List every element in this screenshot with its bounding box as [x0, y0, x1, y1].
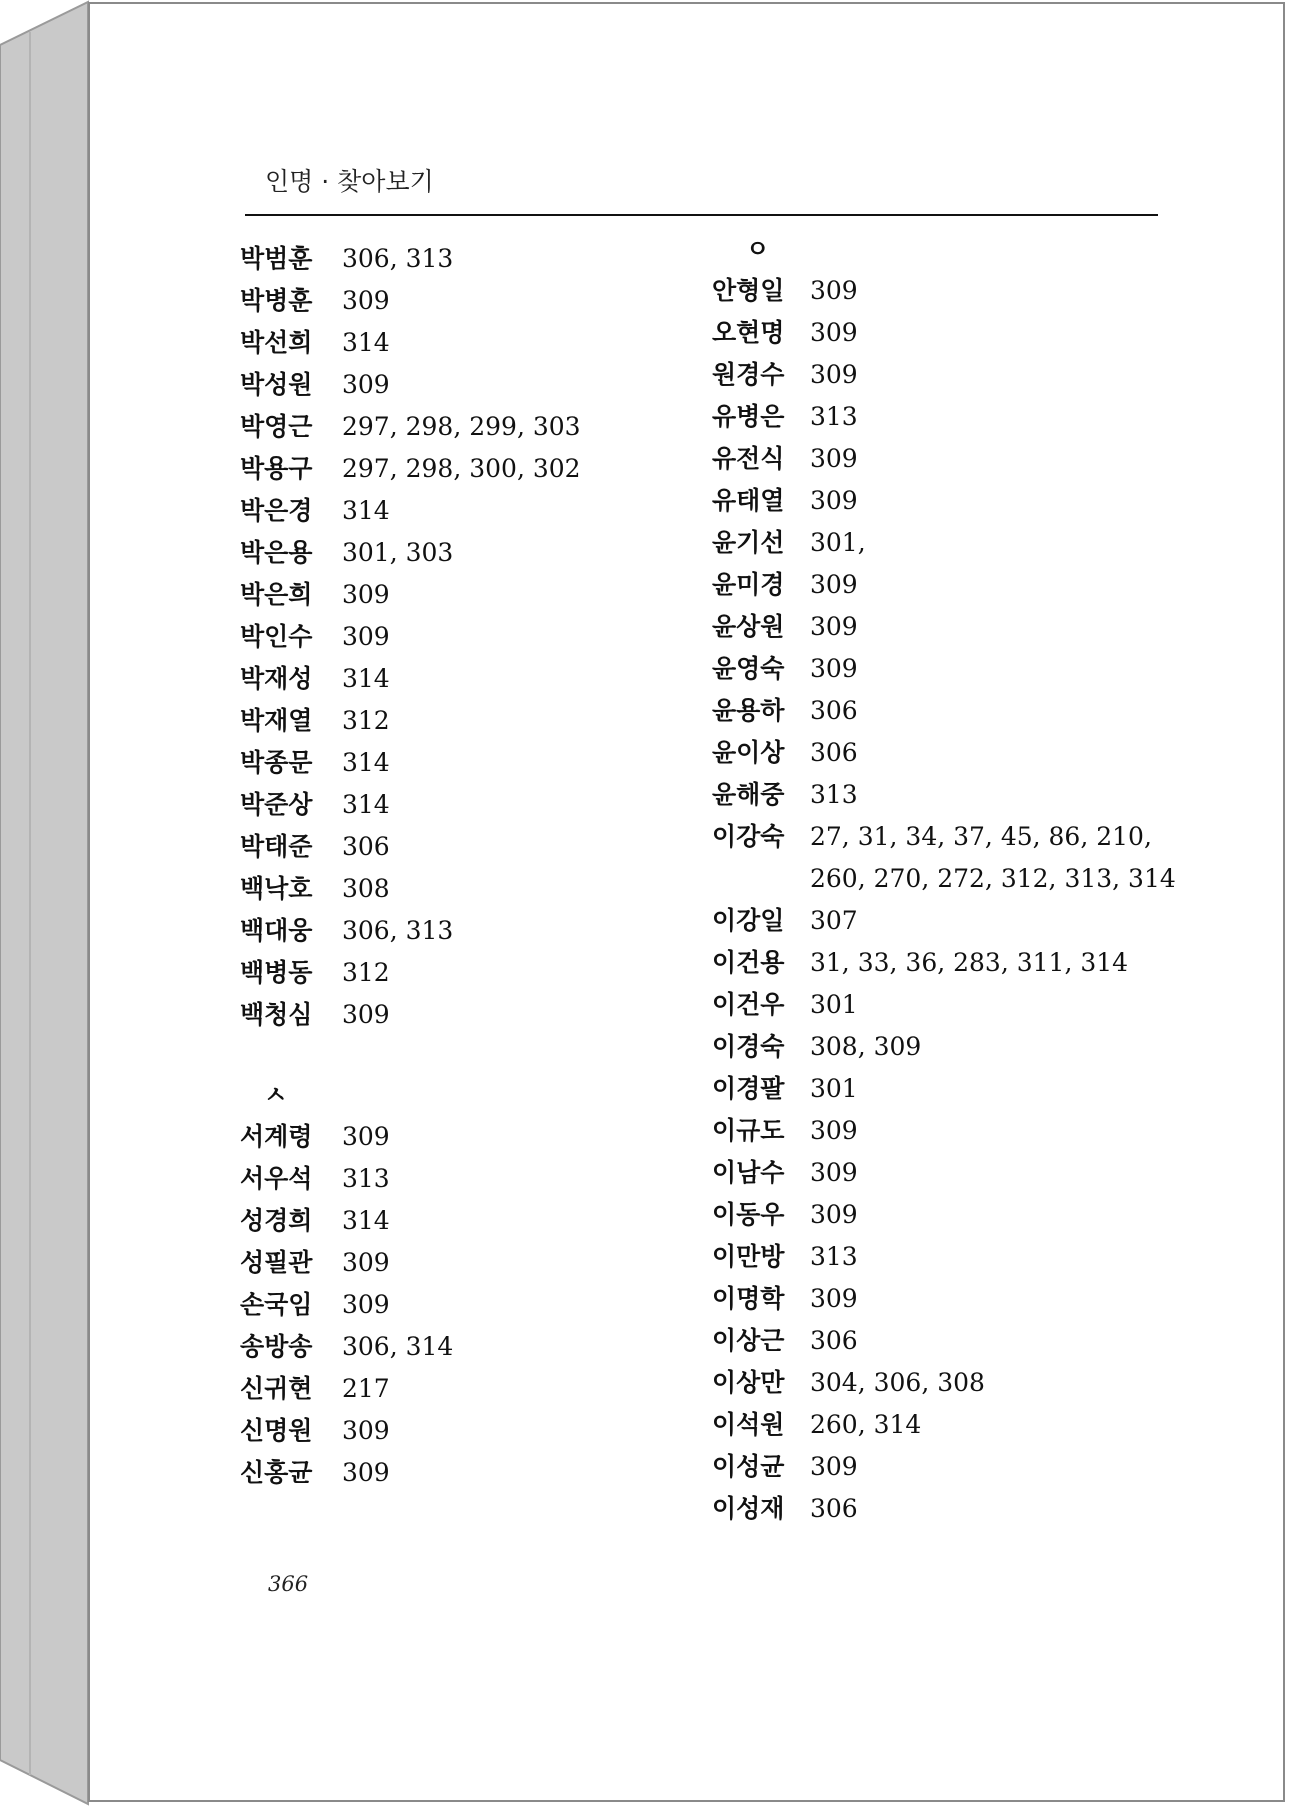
- index-entry: [712, 480, 1176, 522]
- entry-pages: 313: [342, 1164, 390, 1193]
- index-entry: [240, 1368, 581, 1410]
- entry-name: 박은희: [240, 580, 313, 609]
- entry-continuation: 260, 270, 272, 312, 313, 314: [810, 864, 1176, 893]
- entry-pages: 309: [810, 1158, 858, 1187]
- page-header: 인명 · 찾아보기: [265, 167, 434, 196]
- entry-pages: 309: [810, 570, 858, 599]
- entry-name: 박재성: [240, 664, 313, 693]
- entry-name: 이만방: [712, 1242, 785, 1271]
- entry-pages: 306, 313: [342, 916, 454, 945]
- entry-pages: 31, 33, 36, 283, 311, 314: [810, 948, 1129, 977]
- entry-name: 박범훈: [240, 244, 313, 273]
- entry-name: 서계령: [240, 1122, 313, 1151]
- entry-name: 안형일: [712, 276, 785, 305]
- entry-name: 박용구: [240, 454, 313, 483]
- index-entry: [240, 616, 581, 658]
- entry-pages: 301,: [810, 528, 866, 557]
- index-entry: [712, 1362, 1176, 1404]
- entry-name: 박태준: [240, 832, 313, 861]
- index-column-right: [712, 228, 1176, 1530]
- index-entry: [712, 1404, 1176, 1446]
- index-entry: [712, 942, 1176, 984]
- index-entry: [240, 280, 581, 322]
- entry-name: 백낙호: [240, 874, 313, 903]
- entry-name: 윤용하: [712, 696, 785, 725]
- entry-name: 박선희: [240, 328, 313, 357]
- entry-name: 이성재: [712, 1494, 785, 1523]
- entry-pages: 314: [342, 748, 390, 777]
- index-entry: [240, 742, 581, 784]
- index-entry: [712, 396, 1176, 438]
- entry-pages: 306: [810, 1494, 858, 1523]
- entry-pages: 309: [810, 1200, 858, 1229]
- entry-name: 박재열: [240, 706, 313, 735]
- page-number: 366: [268, 1572, 309, 1596]
- index-entry: [240, 1284, 581, 1326]
- entry-group: [240, 1116, 581, 1494]
- entry-name: 윤이상: [712, 738, 785, 767]
- entry-name: 유전식: [712, 444, 785, 473]
- entry-pages: 309: [342, 1458, 390, 1487]
- header-rule: [245, 214, 1158, 216]
- entry-pages: 309: [810, 318, 858, 347]
- entry-name: 송방송: [240, 1332, 313, 1361]
- entry-pages: 312: [342, 706, 390, 735]
- entry-name: 박병훈: [240, 286, 313, 315]
- index-entry: [712, 732, 1176, 774]
- entry-name: 이건우: [712, 990, 785, 1019]
- index-entry: [240, 448, 581, 490]
- entry-name: 박준상: [240, 790, 313, 819]
- index-entry: [240, 1410, 581, 1452]
- entry-name: 박종문: [240, 748, 313, 777]
- entry-name: 윤상원: [712, 612, 785, 641]
- entry-pages: 297, 298, 299, 303: [342, 412, 581, 441]
- entry-pages: 217: [342, 1374, 390, 1403]
- entry-pages: 301: [810, 990, 858, 1019]
- index-entry: [240, 490, 581, 532]
- index-entry: [712, 1320, 1176, 1362]
- index-entry: [712, 1110, 1176, 1152]
- index-column-left: [240, 238, 581, 1494]
- entry-pages: 309: [810, 360, 858, 389]
- index-entry: [712, 984, 1176, 1026]
- index-entry: [240, 952, 581, 994]
- entry-pages: 306: [810, 1326, 858, 1355]
- index-entry: [240, 826, 581, 868]
- index-entry: [712, 1278, 1176, 1320]
- entry-name: 이규도: [712, 1116, 785, 1145]
- entry-name: 신홍균: [240, 1458, 313, 1487]
- index-entry: [712, 1152, 1176, 1194]
- entry-pages: 309: [342, 1000, 390, 1029]
- section-letter: ㅅ: [264, 1081, 288, 1109]
- entry-pages: 27, 31, 34, 37, 45, 86, 210,: [810, 822, 1152, 851]
- entry-pages: 308, 309: [810, 1032, 922, 1061]
- entry-pages: 309: [342, 622, 390, 651]
- entry-name: 박은경: [240, 496, 313, 525]
- entry-pages: 314: [342, 1206, 390, 1235]
- entry-pages: 309: [810, 1116, 858, 1145]
- entry-name: 이동우: [712, 1200, 785, 1229]
- entry-name: 오현명: [712, 318, 785, 347]
- entry-name: 이상근: [712, 1326, 785, 1355]
- entry-name: 박인수: [240, 622, 313, 651]
- entry-group: [712, 270, 1176, 858]
- entry-pages: 309: [342, 1290, 390, 1319]
- index-entry: [712, 1068, 1176, 1110]
- entry-group: [240, 238, 581, 1036]
- entry-name: 윤영숙: [712, 654, 785, 683]
- entry-pages: 309: [342, 286, 390, 315]
- entry-pages: 309: [810, 444, 858, 473]
- entry-name: 박영근: [240, 412, 313, 441]
- section-letter: ㅇ: [746, 235, 770, 263]
- entry-name: 백대웅: [240, 916, 313, 945]
- index-entry: [712, 564, 1176, 606]
- index-entry: [240, 784, 581, 826]
- entry-group: [712, 900, 1176, 1530]
- entry-name: 이상만: [712, 1368, 785, 1397]
- index-entry: [712, 1488, 1176, 1530]
- entry-name: 서우석: [240, 1164, 313, 1193]
- index-entry: [240, 994, 581, 1036]
- entry-pages: 309: [810, 276, 858, 305]
- index-entry: [240, 574, 581, 616]
- index-entry: [712, 312, 1176, 354]
- index-entry: [712, 816, 1176, 858]
- index-entry: [712, 1236, 1176, 1278]
- index-entry: [712, 606, 1176, 648]
- index-entry: [712, 438, 1176, 480]
- entry-name: 이강숙: [712, 822, 785, 851]
- entry-name: 이석원: [712, 1410, 785, 1439]
- entry-pages: 306: [810, 696, 858, 725]
- entry-name: 신귀현: [240, 1374, 313, 1403]
- entry-name: 이건용: [712, 948, 785, 977]
- entry-pages: 309: [342, 1122, 390, 1151]
- index-entry: [712, 270, 1176, 312]
- index-entry: [240, 322, 581, 364]
- entry-pages: 313: [810, 402, 858, 431]
- entry-name: 이경팔: [712, 1074, 785, 1103]
- entry-pages: 297, 298, 300, 302: [342, 454, 581, 483]
- index-entry: [240, 1242, 581, 1284]
- entry-pages: 313: [810, 780, 858, 809]
- entry-name: 손국임: [240, 1290, 313, 1319]
- index-entry: [240, 1200, 581, 1242]
- entry-name: 이명학: [712, 1284, 785, 1313]
- index-entry: [240, 406, 581, 448]
- index-entry: [240, 1158, 581, 1200]
- entry-name: 이성균: [712, 1452, 785, 1481]
- index-entry: [712, 900, 1176, 942]
- entry-name: 백병동: [240, 958, 313, 987]
- index-entry: [240, 364, 581, 406]
- entry-pages: 306, 313: [342, 244, 454, 273]
- entry-name: 성필관: [240, 1248, 313, 1277]
- index-entry: [240, 1452, 581, 1494]
- entry-pages: 309: [342, 370, 390, 399]
- entry-pages: 309: [342, 1416, 390, 1445]
- entry-pages: 306, 314: [342, 1332, 454, 1361]
- entry-pages: 309: [342, 1248, 390, 1277]
- index-entry: [712, 690, 1176, 732]
- entry-name: 윤해중: [712, 780, 785, 809]
- entry-pages: 304, 306, 308: [810, 1368, 985, 1397]
- index-entry: [240, 532, 581, 574]
- entry-pages: 308: [342, 874, 390, 903]
- entry-name: 이남수: [712, 1158, 785, 1187]
- entry-pages: 301: [810, 1074, 858, 1103]
- entry-name: 신명원: [240, 1416, 313, 1445]
- index-entry: [712, 354, 1176, 396]
- entry-pages: 306: [810, 738, 858, 767]
- index-entry: [240, 1326, 581, 1368]
- entry-name: 유태열: [712, 486, 785, 515]
- index-entry: [712, 1026, 1176, 1068]
- index-entry: [712, 1446, 1176, 1488]
- index-entry: [240, 1116, 581, 1158]
- entry-name: 이강일: [712, 906, 785, 935]
- index-entry: [240, 868, 581, 910]
- entry-pages: 314: [342, 496, 390, 525]
- index-entry: [240, 658, 581, 700]
- entry-name: 유병은: [712, 402, 785, 431]
- entry-pages: 314: [342, 790, 390, 819]
- entry-name: 윤미경: [712, 570, 785, 599]
- index-entry: [240, 238, 581, 280]
- entry-name: 박성원: [240, 370, 313, 399]
- entry-pages: 313: [810, 1242, 858, 1271]
- entry-pages: 314: [342, 328, 390, 357]
- index-entry: [240, 700, 581, 742]
- index-entry: [240, 910, 581, 952]
- entry-name: 이경숙: [712, 1032, 785, 1061]
- entry-pages: 301, 303: [342, 538, 454, 567]
- entry-name: 백청심: [240, 1000, 313, 1029]
- entry-name: 윤기선: [712, 528, 785, 557]
- section-gap: [240, 1036, 581, 1074]
- entry-pages: 309: [810, 486, 858, 515]
- index-entry: [712, 774, 1176, 816]
- entry-pages: 309: [810, 1452, 858, 1481]
- entry-pages: 314: [342, 664, 390, 693]
- entry-pages: 260, 314: [810, 1410, 922, 1439]
- entry-pages: 309: [810, 612, 858, 641]
- entry-name: 박은용: [240, 538, 313, 567]
- entry-name: 성경희: [240, 1206, 313, 1235]
- entry-pages: 312: [342, 958, 390, 987]
- index-entry: [712, 1194, 1176, 1236]
- entry-pages: 309: [342, 580, 390, 609]
- index-entry: [712, 522, 1176, 564]
- entry-pages: 309: [810, 654, 858, 683]
- entry-pages: 306: [342, 832, 390, 861]
- entry-pages: 307: [810, 906, 858, 935]
- index-entry: [712, 648, 1176, 690]
- entry-name: 원경수: [712, 360, 785, 389]
- entry-pages: 309: [810, 1284, 858, 1313]
